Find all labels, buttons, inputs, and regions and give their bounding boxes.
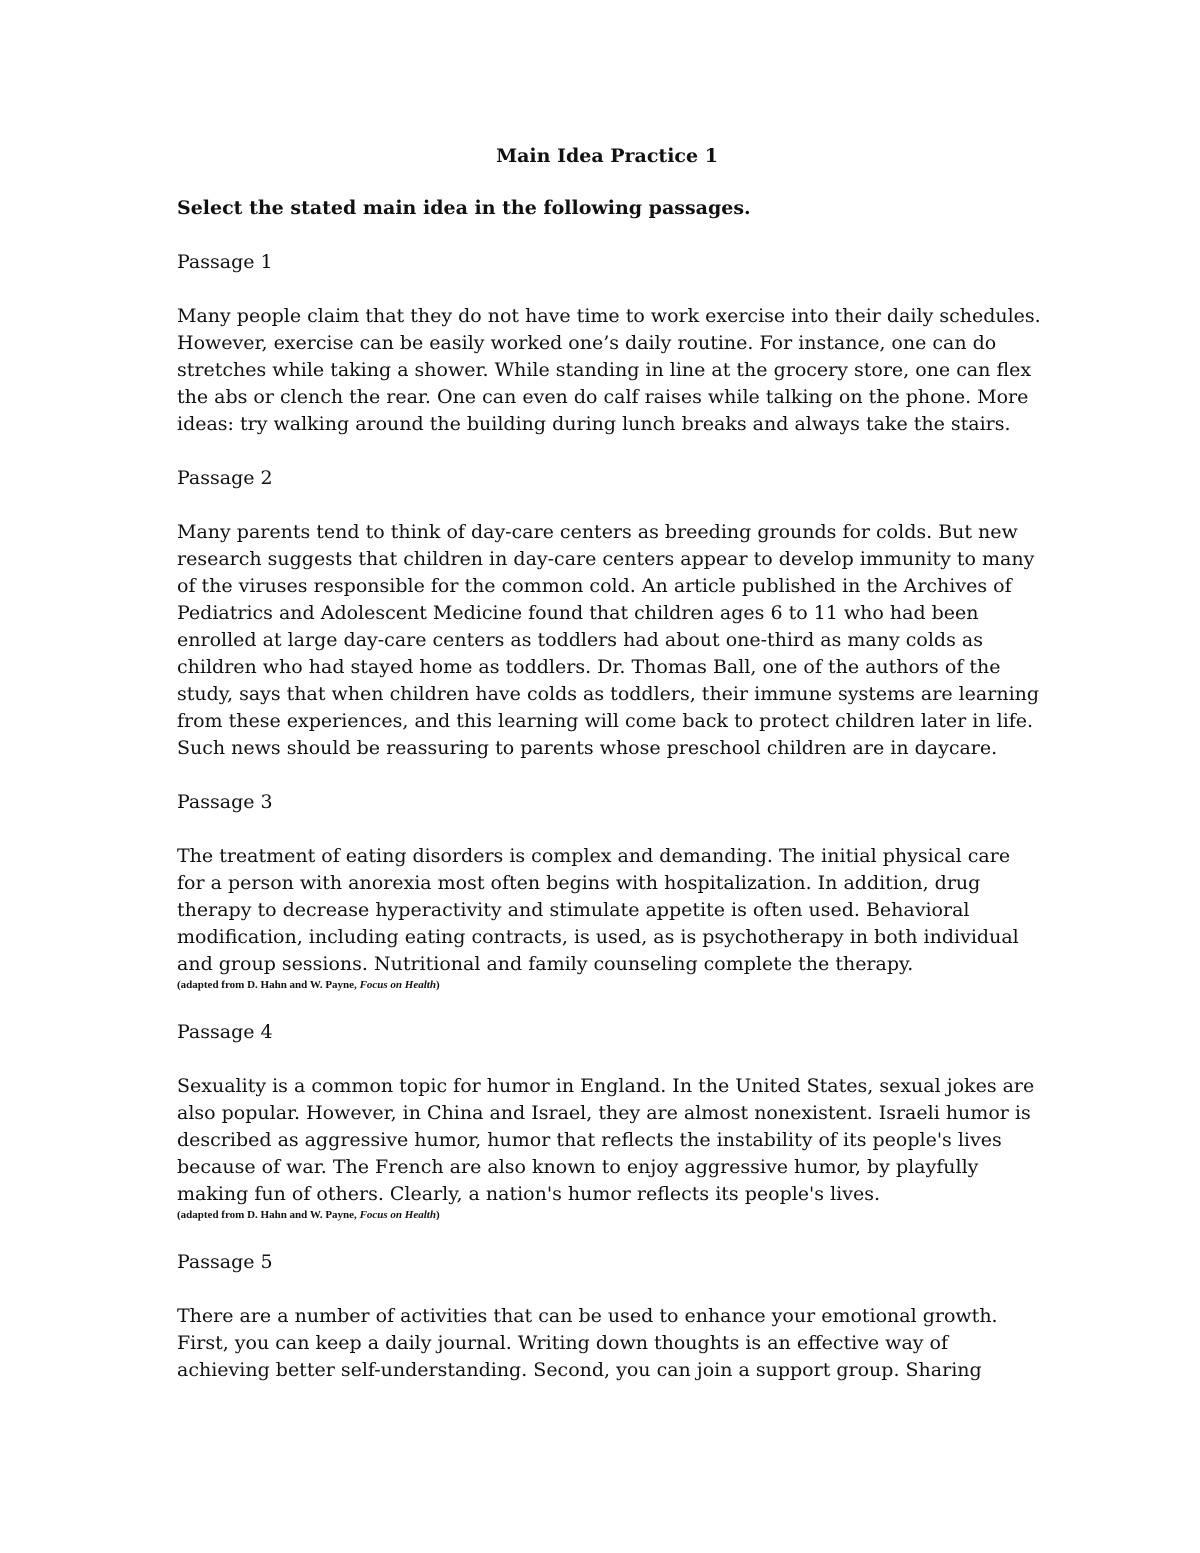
passage-line: from these experiences, and this learning will come back to protect children later in life. [177,710,1034,732]
passage-line: Many people claim that they do not have time to work exercise into their daily schedules. [177,305,1041,327]
passage-line: Many parents tend to think of day-care centers as breeding grounds for colds. But new [177,521,1018,543]
passage-line: because of war. The French are also known to enjoy aggressive humor, by playfully [177,1156,979,1178]
passage-line: First, you can keep a daily journal. Writing down thoughts is an effective way of [177,1332,949,1354]
passage-line: study, says that when children have colds as toddlers, their immune systems are learning [177,683,1040,705]
citation-prefix: (adapted from D. Hahn and W. Payne, [177,1209,360,1221]
citation-suffix: ) [435,1209,440,1221]
passage-line: for a person with anorexia most often begins with hospitalization. In addition, drug [177,872,981,894]
passage-line: of the viruses responsible for the common cold. An article published in the Archives of [177,575,1012,597]
passage-line: achieving better self-understanding. Second, you can join a support group. Sharing [177,1359,982,1381]
citation-suffix: ) [435,979,440,991]
passage-4-body [177,1073,1037,1208]
citation-title: Focus on Health [359,1209,436,1221]
passage-line: also popular. However, in China and Israel, they are almost nonexistent. Israeli humor is [177,1102,1031,1124]
passage-5-heading: Passage 5 [177,1251,273,1273]
instruction-text: Select the stated main idea in the following passages. [177,197,751,219]
citation-prefix: (adapted from D. Hahn and W. Payne, [177,979,360,991]
passage-line: making fun of others. Clearly, a nation's humor reflects its people's lives. [177,1183,880,1205]
passage-2-heading: Passage 2 [177,467,273,489]
passage-3-heading: Passage 3 [177,791,273,813]
passage-1-body [177,303,1041,438]
passage-5-body [177,1303,1037,1384]
passage-line: Sexuality is a common topic for humor in England. In the United States, sexual jokes are [177,1075,1035,1097]
passage-line: stretches while taking a shower. While standing in line at the grocery store, one can flex [177,359,1032,381]
passage-line: ideas: try walking around the building during lunch breaks and always take the stairs. [177,413,1011,435]
passage-line: There are a number of activities that can be used to enhance your emotional growth. [177,1305,998,1327]
document-content [177,143,1041,1411]
page-title: Main Idea Practice 1 [496,145,718,167]
passage-line: The treatment of eating disorders is complex and demanding. The initial physical care [177,845,1011,867]
passage-line: enrolled at large day-care centers as toddlers had about one-third as many colds as [177,629,983,651]
passage-line: modification, including eating contracts, is used, as is psychotherapy in both individual [177,926,1019,948]
passage-line: research suggests that children in day-care centers appear to develop immunity to many [177,548,1035,570]
passage-line: and group sessions. Nutritional and family counseling complete the therapy. [177,953,914,975]
citation-title: Focus on Health [359,979,436,991]
passage-line: described as aggressive humor, humor that reflects the instability of its people's lives [177,1129,1002,1151]
passage-3-body [177,843,1037,978]
passage-line: Such news should be reassuring to parents whose preschool children are in daycare. [177,737,998,759]
passage-3-citation [177,978,1037,992]
passage-4-heading: Passage 4 [177,1021,273,1043]
passage-line: children who had stayed home as toddlers. Dr. Thomas Ball, one of the authors of the [177,656,1001,678]
passage-line: However, exercise can be easily worked one’s daily routine. For instance, one can do [177,332,997,354]
passage-line: the abs or clench the rear. One can even do calf raises while talking on the phone. More [177,386,1029,408]
passage-4-citation [177,1208,1037,1222]
passage-2-body [177,519,1040,762]
passage-line: therapy to decrease hyperactivity and stimulate appetite is often used. Behavioral [177,899,970,921]
passage-1-heading: Passage 1 [177,251,273,273]
passage-line: Pediatrics and Adolescent Medicine found that children ages 6 to 11 who had been [177,602,979,624]
